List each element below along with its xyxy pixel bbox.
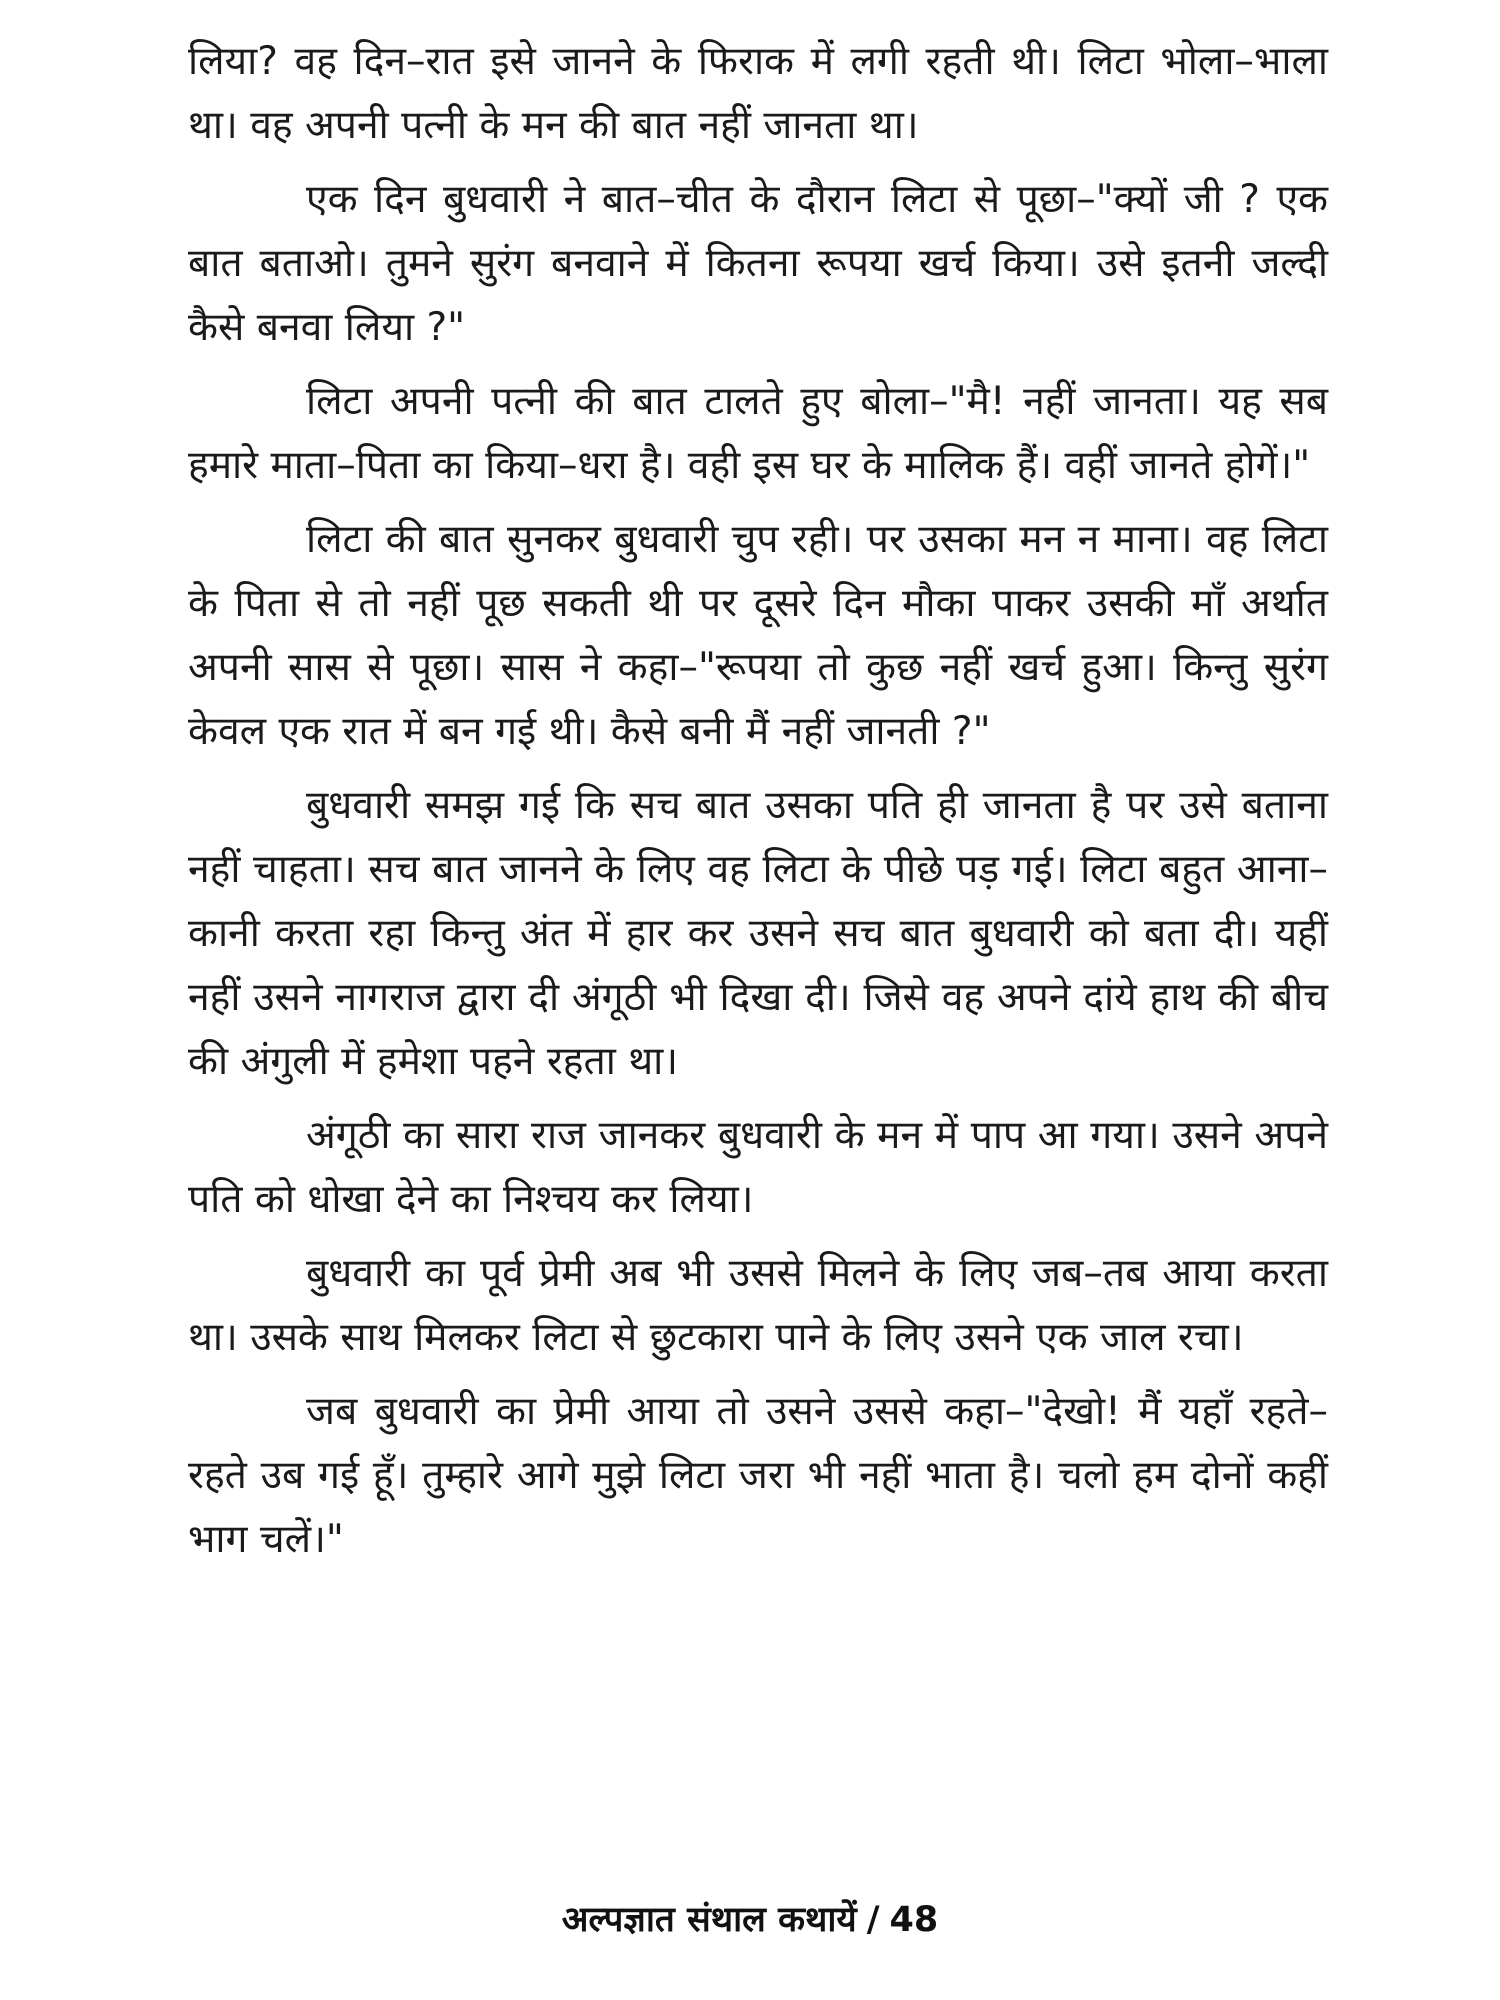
page-footer — [0, 1895, 1500, 1942]
book-title: अल्पज्ञात संथाल कथायें — [561, 1900, 857, 1940]
footer-separator: / — [866, 1900, 880, 1940]
paragraph: जब बुधवारी का प्रेमी आया तो उसने उससे कहा–"देखो! मैं यहाँ रहते–रहते उब गई हूँ। तुम्हारे आगे मुझे लिटा जरा भी नहीं भाता है। चलो हम दोनों कहीं भाग चलें।" — [188, 1389, 1328, 1562]
page-number: 48 — [889, 1900, 939, 1940]
paragraph: बुधवारी का पूर्व प्रेमी अब भी उससे मिलने के लिए जब–तब आया करता था। उसके साथ मिलकर लिटा से छुटकारा पाने के लिए उसने एक जाल रचा। — [188, 1251, 1328, 1360]
paragraph: बुधवारी समझ गई कि सच बात उसका पति ही जानता है पर उसे बताना नहीं चाहता। सच बात जानने के लिए वह लिटा के पीछे पड़ गई। लिटा बहुत आना–कानी करता रहा किन्तु अंत में हार कर उसने सच बात बुधवारी को बता दी। यहीं नहीं उसने नागराज द्वारा दी अंगूठी भी दिखा दी। जिसे वह अपने दांये हाथ की बीच की अंगुली में हमेशा पहने रहता था। — [188, 783, 1328, 1084]
paragraph: एक दिन बुधवारी ने बात–चीत के दौरान लिटा से पूछा–"क्यों जी ? एक बात बताओ। तुमने सुरंग बनवाने में कितना रूपया खर्च किया। उसे इतनी जल्दी कैसे बनवा लिया ?" — [188, 177, 1328, 350]
paragraph-continuation: लिया? वह दिन–रात इसे जानने के फिराक में लगी रहती थी। लिटा भोला–भाला था। वह अपनी पत्नी के मन की बात नहीं जानता था। — [188, 39, 1328, 148]
paragraph: लिटा की बात सुनकर बुधवारी चुप रही। पर उसका मन न माना। वह लिटा के पिता से तो नहीं पूछ सकती थी पर दूसरे दिन मौका पाकर उसकी माँ अर्थात अपनी सास से पूछा। सास ने कहा–"रूपया तो कुछ नहीं खर्च हुआ। किन्तु सुरंग केवल एक रात में बन गई थी। कैसे बनी मैं नहीं जानती ?" — [188, 517, 1328, 754]
body-text — [188, 30, 1328, 1582]
paragraph: अंगूठी का सारा राज जानकर बुधवारी के मन में पाप आ गया। उसने अपने पति को धोखा देने का निश्चय कर लिया। — [188, 1113, 1328, 1222]
paragraph: लिटा अपनी पत्नी की बात टालते हुए बोला–"मै! नहीं जानता। यह सब हमारे माता–पिता का किया–धरा है। वही इस घर के मालिक हैं। वहीं जानते होगें।" — [188, 379, 1328, 488]
